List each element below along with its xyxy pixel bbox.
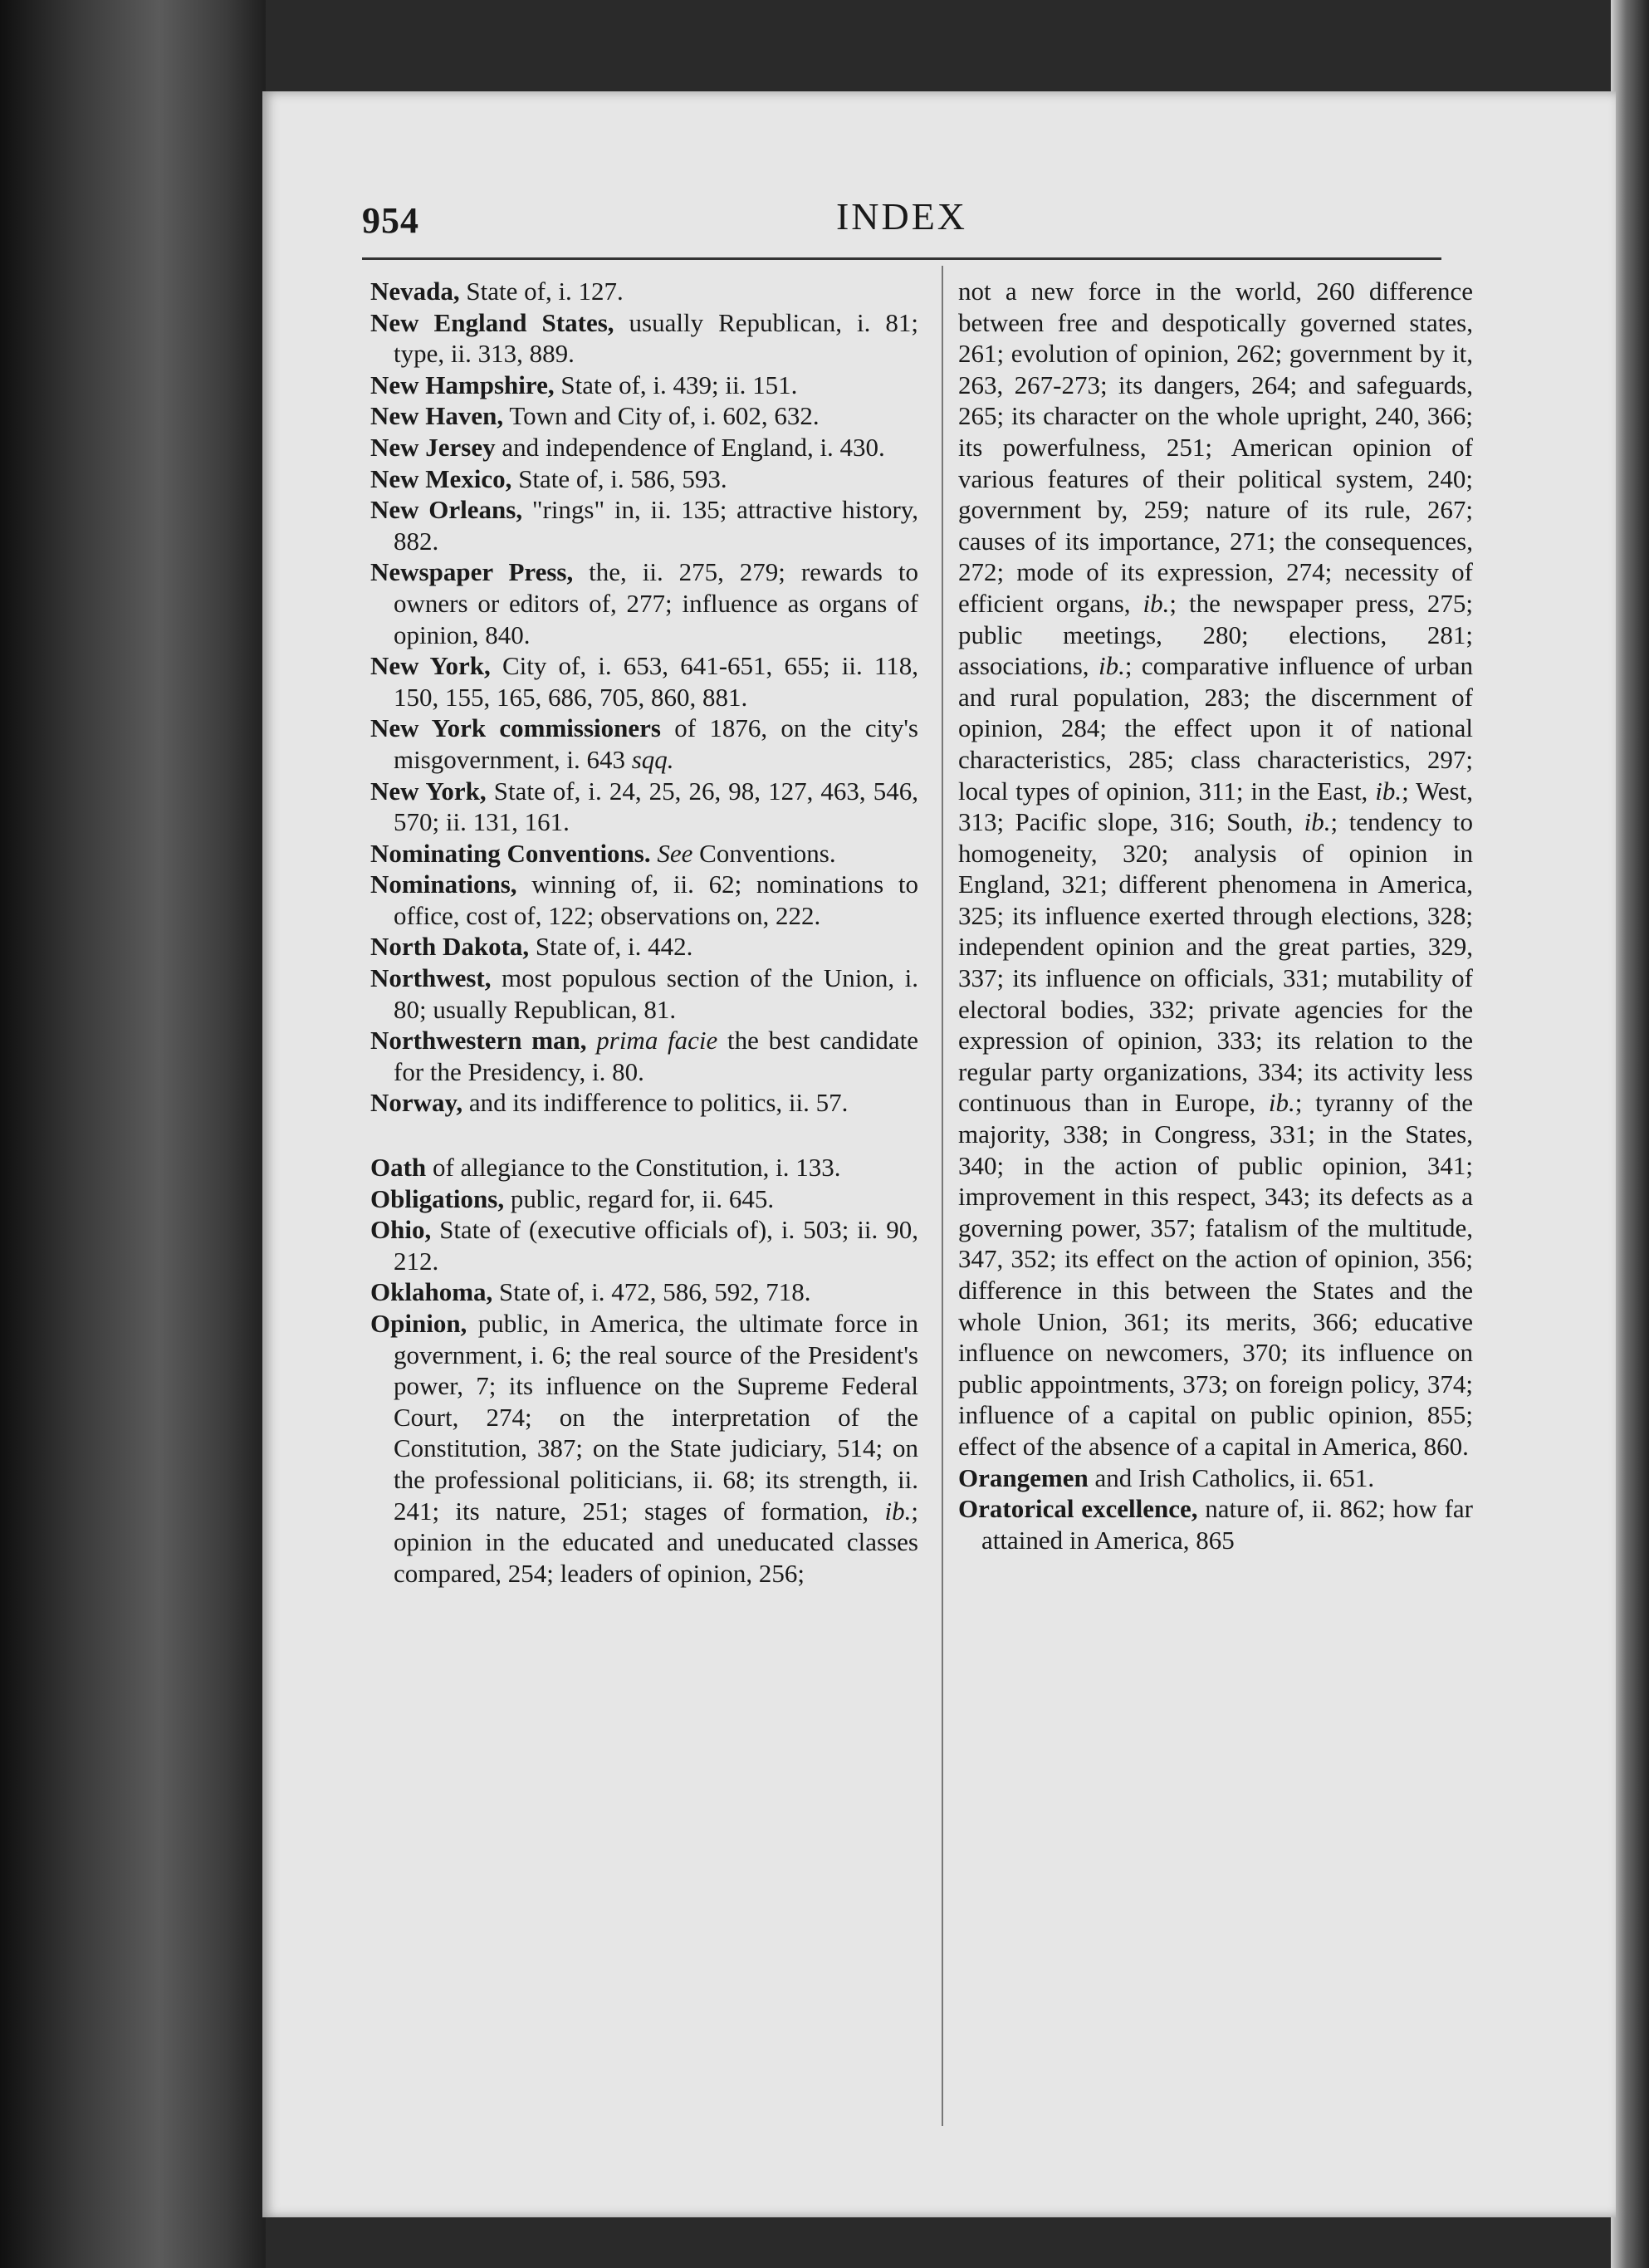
section-gap bbox=[370, 1119, 918, 1152]
index-page bbox=[262, 91, 1616, 2217]
index-entry: New Mexico, State of, i. 586, 593. bbox=[370, 463, 727, 493]
index-column-left bbox=[370, 276, 918, 1589]
index-entry: Ohio, State of (executive officials of), i. 503; ii. 90, 212. bbox=[370, 1215, 918, 1276]
book-spine-shadow bbox=[0, 0, 266, 2268]
index-entry: Opinion, public, in America, the ultimate force in government, i. 6; the real source of the President's power, 7; its influence on the Supreme Federal Court, 274; on the interpretation of the Constitution, 387; on the State judiciary, 514; on the professional politicians, ii. 68; its strength, ii. 241; its nature, 251; stages of formation, ib.; opinion in the educated and uneducated classes compared, 254; leaders of opinion, 256; bbox=[370, 1309, 918, 1588]
index-entry: New York, State of, i. 24, 25, 26, 98, 127, 463, 546, 570; ii. 131, 161. bbox=[370, 776, 918, 837]
index-entry: New England States, usually Republican, i. 81; type, ii. 313, 889. bbox=[370, 307, 918, 369]
index-entry: Northwest, most populous section of the Union, i. 80; usually Republican, 81. bbox=[370, 963, 918, 1024]
index-entry: New Orleans, "rings" in, ii. 135; attractive history, 882. bbox=[370, 495, 919, 556]
index-entry: New York commissioners of 1876, on the city's misgovernment, i. 643 sqq. bbox=[370, 713, 918, 774]
index-entry: New York, City of, i. 653, 641-651, 655; ii. 118, 150, 155, 165, 686, 705, 860, 881. bbox=[370, 651, 918, 712]
index-entry: Oratorical excellence, nature of, ii. 862; how far attained in America, 865 bbox=[958, 1494, 1473, 1555]
index-entry: Newspaper Press, the, ii. 275, 279; rewards to owners or editors of, 277; influence as organs of opinion, 840. bbox=[370, 557, 918, 649]
index-entry: Obligations, public, regard for, ii. 645. bbox=[370, 1183, 775, 1213]
index-entry: Orangemen and Irish Catholics, ii. 651. bbox=[958, 1462, 1375, 1492]
index-entry: New Hampshire, State of, i. 439; ii. 151. bbox=[370, 370, 798, 399]
index-entry: Nominations, winning of, ii. 62; nominations to office, cost of, 122; observations on, 222. bbox=[370, 869, 918, 930]
page-number: 954 bbox=[362, 200, 419, 241]
index-entry: Nominating Conventions. See Conventions. bbox=[370, 838, 836, 868]
index-entry: Northwestern man, prima facie the best candidate for the Presidency, i. 80. bbox=[370, 1026, 918, 1086]
column-divider bbox=[942, 266, 943, 2126]
index-entry: Nevada, State of, i. 127. bbox=[370, 277, 624, 306]
index-entry: Oath of allegiance to the Constitution, i. 133. bbox=[370, 1153, 841, 1183]
header-rule bbox=[362, 257, 1441, 260]
index-entry: New Haven, Town and City of, i. 602, 632. bbox=[370, 401, 820, 431]
index-entry: Oklahoma, State of, i. 472, 586, 592, 718. bbox=[370, 1277, 811, 1307]
index-entry: Norway, and its indifference to politics, ii. 57. bbox=[370, 1088, 849, 1118]
index-entry: New Jersey and independence of England, i. 430. bbox=[370, 432, 885, 462]
index-column-right bbox=[958, 276, 1473, 1555]
page-edge-shadow bbox=[1611, 0, 1649, 2268]
page-header bbox=[362, 191, 1441, 249]
running-title: INDEX bbox=[835, 195, 968, 238]
index-entry: not a new force in the world, 260 difference between free and despotically governed states, 261; evolution of opinion, 262; government by it, 263, 267-273; its dangers, 264; and safeguards, 265; its character on the whole upright, 240, 366; its powerfulness, 251; American opinion of various features of their political system, 240; government by, 259; nature of its rule, 267; causes of its importance, 271; the consequences, 272; mode of its expression, 274; necessity of efficient organs, ib.; the newspaper press, 275; public meetings, 280; elections, 281; associations, ib.; comparative influence of urban and rural population, 283; the discernment of opinion, 284; the effect upon it of national characteristics, 285; class characteristics, 297; local types of opinion, 311; in the East, ib.; West, 313; Pacific slope, 316; South, ib.; tendency to homogeneity, 320; analysis of opinion in England, 321; different phenomena in America, 325; its influence exerted through elections, 328; independent opinion and the great parties, 329, 337; its influence on officials, 331; mutability of electoral bodies, 332; private agencies for the expression of opinion, 333; its relation to the regular party organizations, 334; its activity less continuous than in Europe, ib.; tyranny of the majority, 338; in Congress, 331; in the States, 340; in the action of public opinion, 341; improvement in this respect, 343; its defects as a governing power, 357; fatalism of the multitude, 347, 352; its effect on the action of opinion, 356; difference in this between the States and the whole Union, 361; its merits, 366; educative influence on newcomers, 370; its influence on public appointments, 373; on foreign policy, 374; influence of a capital on public opinion, 855; effect of the absence of a capital in America, 860. bbox=[958, 277, 1474, 1461]
index-entry: North Dakota, State of, i. 442. bbox=[370, 932, 693, 962]
